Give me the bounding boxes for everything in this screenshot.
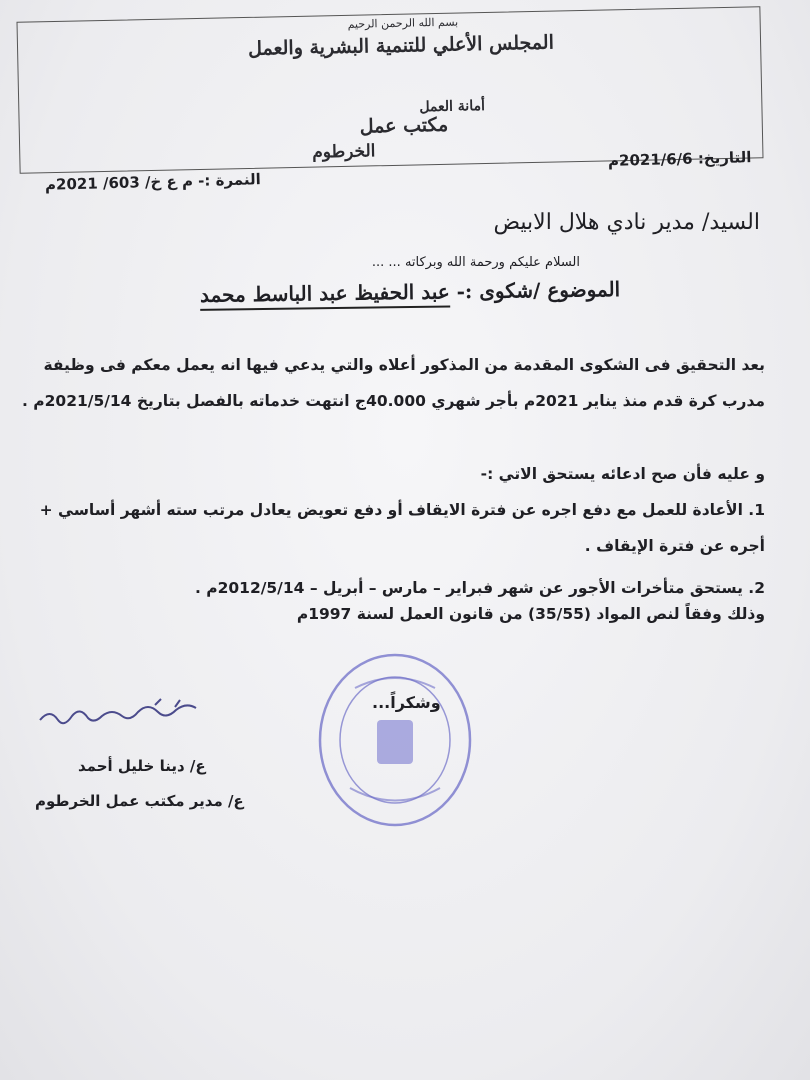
office-city: الخرطوم xyxy=(312,141,376,163)
letter-date: التاريخ: 2021/6/6م xyxy=(607,148,752,170)
basmala: بسم الله الرحمن الرحيم xyxy=(347,15,459,31)
subject-name: عبد الحفيظ عبد الباسط محمد xyxy=(200,279,450,310)
signer-name: ع/ دينا خليل أحمد xyxy=(78,757,206,775)
handwritten-signature xyxy=(35,695,215,735)
subject-label: الموضوع /شكوى :- xyxy=(456,277,621,304)
council-name: المجلس الأعلي للتنمية البشرية والعمل xyxy=(247,31,555,60)
list-item-1: 1. الأعادة للعمل مع دفع اجره عن فترة الايقاف أو دفع تعويض يعادل مرتب سته أشهر أساسي + أجره عن فترة الإيقاف . xyxy=(39,501,765,555)
signer-title: ع/ مدير مكتب عمل الخرطوم xyxy=(35,792,244,810)
letterhead-box xyxy=(16,6,763,174)
list-item-2: 2. يستحق متأخرات الأجور عن شهر فبراير – مارس – أبريل – 2012/5/14م . xyxy=(194,579,765,597)
amana-name: أمانة العمل xyxy=(419,98,486,116)
addressee: السيد/ مدير نادي هلال الابيض xyxy=(493,210,760,235)
body-paragraph-2: و عليه فأن صح ادعائه يستحق الاتي :- xyxy=(480,465,765,483)
greeting: السلام عليكم ورحمة الله وبركاته ... ... xyxy=(371,255,580,270)
office-stamp xyxy=(315,648,475,828)
office-name: مكتب عمل xyxy=(359,113,449,138)
reference-number: النمرة :- م ع خ/ 603/ 2021م xyxy=(44,170,261,194)
law-reference: وذلك وفقاً لنص المواد (35/55) من قانون العمل لسنة 1997م xyxy=(296,605,765,623)
body-paragraph-1: بعد التحقيق فى الشكوى المقدمة من المذكور أعلاه والتي يدعي فيها انه يعمل معكم فى وظيفة مدرب كرة قدم منذ يناير 2021م بأجر شهري 40.000ج انتهت خدماته بالفصل بتاريخ 2021/5/14م . xyxy=(21,356,765,410)
closing-thanks: وشكراً... xyxy=(372,693,441,712)
